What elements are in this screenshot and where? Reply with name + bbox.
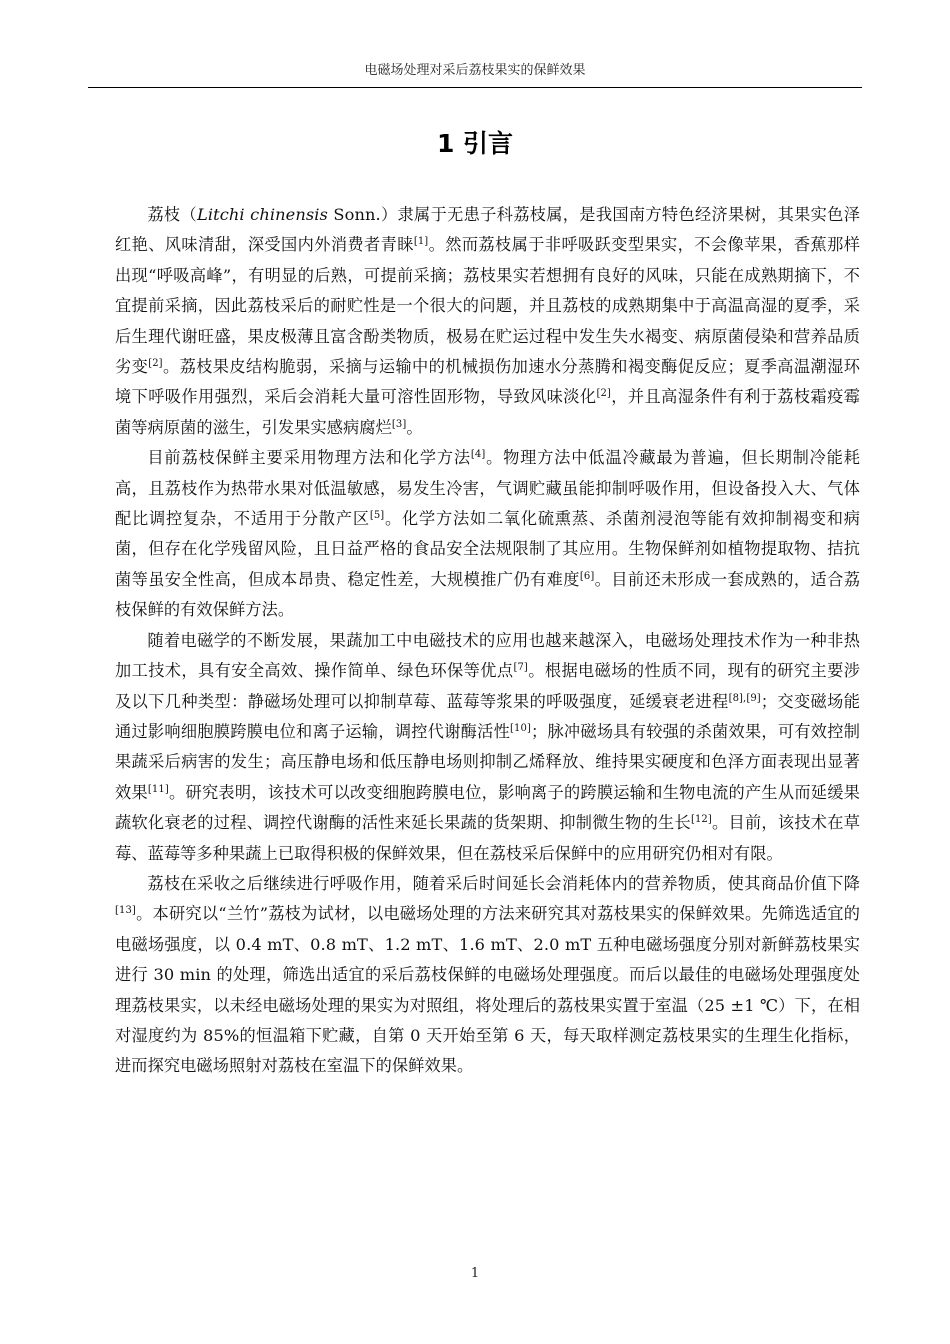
- text-run: ；交变磁场能通过影响细胞膜跨膜电位和离子运输，调控代谢酶活性: [115, 691, 860, 741]
- citation-ref: [13]: [115, 905, 136, 917]
- citation-ref: [11]: [147, 783, 169, 795]
- body-text: [115, 200, 860, 1082]
- text-run: 。本研究以“兰竹”荔枝为试材，以电磁场处理的方法来研究其对荔枝果实的保鲜效果。先筛选适宜的电磁场强度，以 0.4 mT、0.8 mT、1.2 mT、1.6 mT、2.0 mT 五种电磁场强度分别对新鲜荔枝果实进行 30 min 的处理，筛选出适宜的采后荔枝保鲜的电磁场处理强度。而后以最佳的电磁场处理强度处理荔枝果实，以未经电磁场处理的果实为对照组，将处理后的荔枝果实置于室温（25 ±1 ℃）下，在相对湿度约为 85%的恒温箱下贮藏，自第 0 天开始至第 6 天，每天取样测定荔枝果实的生理生化指标，进而探究电磁场照射对荔枝在室温下的保鲜效果。: [115, 904, 860, 1076]
- text-run: ，并且高湿条件有利于荔枝霜疫霉菌等病原菌的滋生，引发果实感病腐烂: [115, 387, 860, 437]
- text-run: 目前荔枝保鲜主要采用物理方法和化学方法: [147, 448, 471, 468]
- section-title: 1 引言: [436, 129, 514, 158]
- citation-ref: [2]: [148, 358, 163, 370]
- paragraph-2: [115, 443, 860, 625]
- text-run: 。物理方法中低温冷藏最为普遍，但长期制冷能耗高，且荔枝作为热带水果对低温敏感，易发生冷害，气调贮藏虽能抑制呼吸作用，但设备投入大、气体配比调控复杂，不适用于分散产区: [115, 448, 860, 529]
- running-header: 电磁场处理对采后荔枝果实的保鲜效果: [364, 63, 586, 78]
- citation-ref: [12]: [690, 814, 712, 826]
- text-run: ；脉冲磁场具有较强的杀菌效果，可有效控制果蔬采后病害的发生；高压静电场和低压静电场则抑制乙烯释放、维持果实硬度和色泽方面表现出显著效果: [115, 721, 861, 802]
- citation-ref: [4]: [470, 449, 486, 461]
- page-number: 1: [470, 1266, 480, 1281]
- text-run: 。目前，该技术在草莓、蓝莓等多种果蔬上已取得积极的保鲜效果，但在荔枝采后保鲜中的应用研究仍相对有限。: [115, 813, 860, 863]
- citation-ref: [1]: [413, 236, 429, 248]
- text-run: 。荔枝果皮结构脆弱，采摘与运输中的机械损伤加速水分蒸腾和褐变酶促反应；夏季高温潮湿环境下呼吸作用强烈，采后会消耗大量可溶性固形物，导致风味淡化: [115, 357, 861, 407]
- text-run: 。根据电磁场的性质不同，现有的研究主要涉及以下几种类型：静磁场处理可以抑制草莓、蓝莓等浆果的呼吸强度，延缓衰老进程: [115, 661, 860, 711]
- paragraph-3: [115, 626, 860, 869]
- text-run: 。目前还未形成一套成熟的，适合荔枝保鲜的有效保鲜方法。: [115, 569, 860, 620]
- text-run: Sonn.）隶属于无患子科荔枝属，是我国南方特色经济果树，其果实色泽红艳、风味清甜，深受国内外消费者青睐: [115, 205, 860, 255]
- citation-ref: [8],[9]: [728, 692, 761, 704]
- text-run: 。然而荔枝属于非呼吸跃变型果实，不会像苹果，香蕉那样出现“呼吸高峰”，有明显的后熟，可提前采摘；荔枝果实若想拥有良好的风味，只能在成熟期摘下，不宜提前采摘，因此荔枝采后的耐贮性是一个很大的问题，并且荔枝的成熟期集中于高温高湿的夏季，采后生理代谢旺盛，果皮极薄且富含酚类物质，极易在贮运过程中发生失水褐变、病原菌侵染和营养品质劣变: [115, 235, 860, 377]
- header-rule: [88, 87, 862, 88]
- species-name: Litchi chinensis: [196, 205, 328, 224]
- text-run: 。化学方法如二氧化硫熏蒸、杀菌剂浸泡等能有效抑制褐变和病菌，但存在化学残留风险，且日益严格的食品安全法规限制了其应用。生物保鲜剂如植物提取物、拮抗菌等虽安全性高，但成本昂贵、稳定性差，大规模推广仍有难度: [115, 509, 860, 589]
- citation-ref: [10]: [510, 722, 531, 734]
- text-run: 。研究表明，该技术可以改变细胞跨膜电位，影响离子的跨膜运输和生物电流的产生从而延缓果蔬软化衰老的过程、调控代谢酶的活性来延长果蔬的货架期、抑制微生物的生长: [115, 782, 861, 833]
- text-run: 随着电磁学的不断发展，果蔬加工中电磁技术的应用也越来越深入，电磁场处理技术作为一种非热加工技术，具有安全高效、操作简单、绿色环保等优点: [115, 630, 860, 681]
- citation-ref: [5]: [369, 510, 385, 522]
- paragraph-1: [115, 200, 860, 443]
- text-run: 荔枝（: [147, 205, 197, 224]
- text-run: 荔枝在采收之后继续进行呼吸作用，随着采后时间延长会消耗体内的营养物质，使其商品价值下降: [147, 873, 860, 893]
- citation-ref: [3]: [391, 418, 407, 430]
- citation-ref: [6]: [579, 570, 595, 582]
- paragraph-4: [115, 869, 860, 1082]
- citation-ref: [7]: [513, 662, 528, 674]
- text-run: 。: [406, 417, 423, 437]
- citation-ref: [2]: [596, 388, 611, 400]
